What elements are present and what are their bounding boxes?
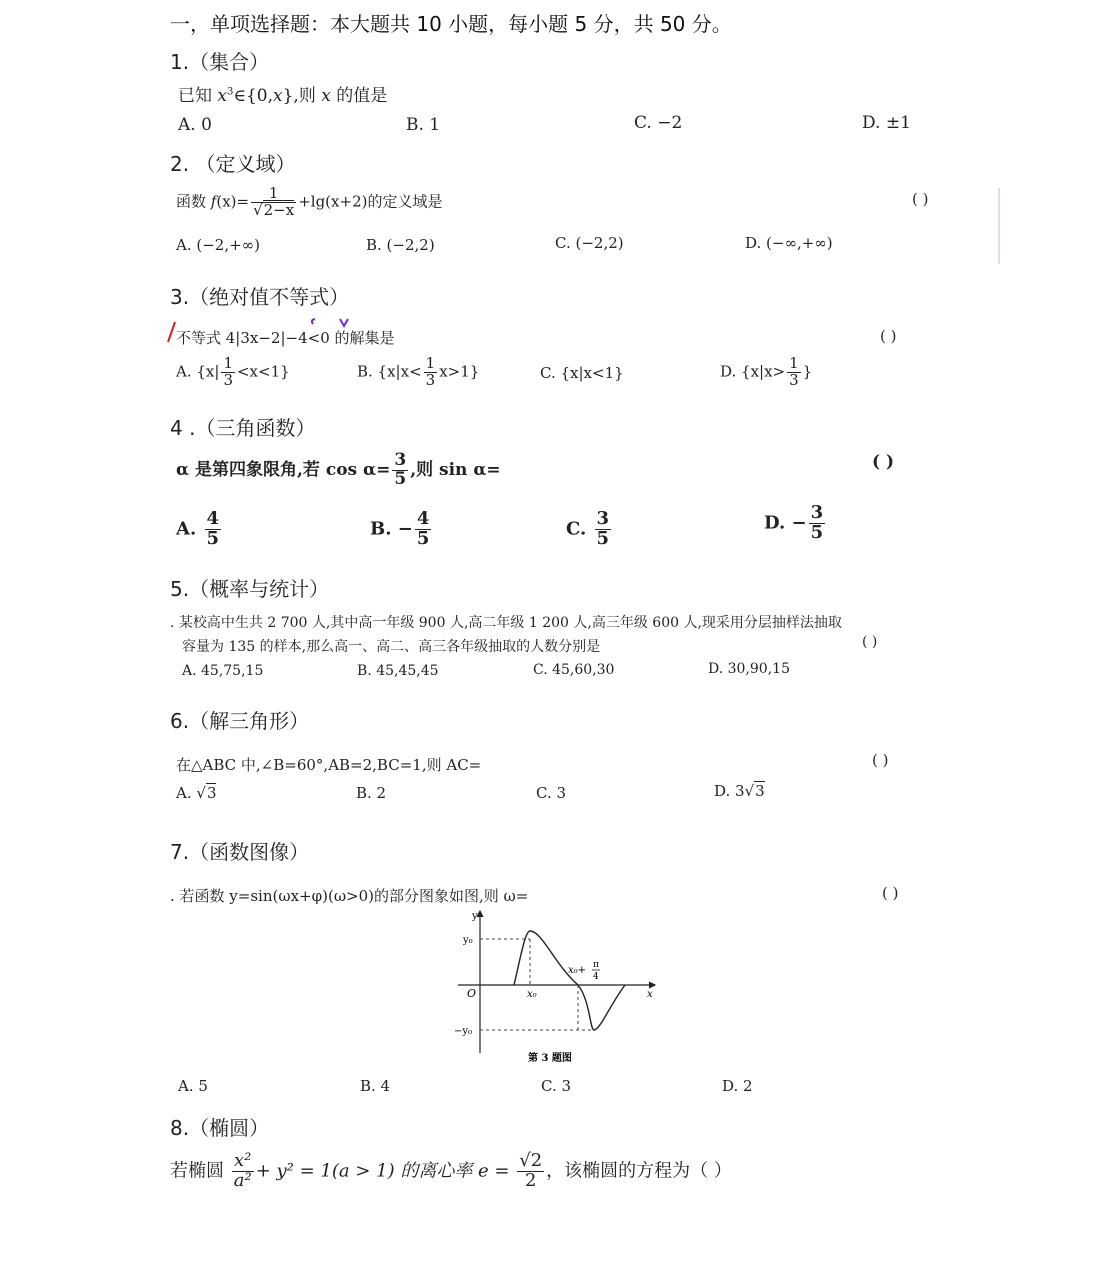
q3-red-mark [168,322,175,342]
q4-opt-b-den: 5 [416,527,430,549]
q3-opt-b-num: 1 [425,354,436,372]
q3-option-d[interactable] [720,356,812,389]
q6-option-a[interactable]: A. √3 [176,784,217,802]
q2-stem-a: 函数 [176,192,211,211]
q1-var3: x [321,86,331,106]
q7-option-d[interactable]: D. 2 [722,1077,753,1095]
q8-title: 8.（椭圆） [170,1116,270,1140]
q7-stem: . 若函数 y=sin(ωx+φ)(ω>0)的部分图象如图,则 ω= [170,887,529,905]
q4-title: 4 .（三角函数） [170,416,316,440]
q4-opt-d-num: 3 [810,502,824,523]
q2-frac-den-rad: 2−x [263,200,295,219]
q1-title: 1.（集合） [170,50,270,74]
q8-stem-b: + y² = 1(a > 1) 的离心率 e = [255,1160,516,1182]
q4-frac-den: 5 [394,468,407,489]
q3-opt-d-num: 1 [789,354,799,372]
q2-title: 2. （定义域） [170,152,296,176]
q5-option-a[interactable]: A. 45,75,15 [182,663,264,679]
q4-answer-paren: ( ) [872,452,895,472]
q2-option-b[interactable]: B. (−2,2) [366,236,435,254]
scan-edge-line [998,188,1000,264]
q3-opt-b-den: 3 [425,370,436,389]
q4-opt-a-frac [205,510,222,549]
q1-stem-d: },则 [282,86,322,106]
q1-stem-b: ∈{0, [233,86,273,106]
q2-stem-x: (x)= [216,192,250,211]
q4-opt-b-num: 4 [416,508,430,529]
y-axis-label: y [472,911,478,922]
q1-option-a[interactable]: A. 0 [178,115,212,135]
q5-stem-line2: 容量为 135 的样本,那么高一、高二、高三各年级抽取的人数分别是 [182,639,601,655]
x0-plus-label: x₀+ [568,965,587,976]
q5-option-c[interactable]: C. 45,60,30 [533,662,615,678]
q3-opt-a-num: 1 [223,354,233,372]
q4-option-a[interactable] [176,510,223,549]
q6-opt-d-rad: 3 [755,782,765,800]
q1-option-d[interactable]: D. ±1 [862,113,911,133]
q4-opt-b-sign: − [397,518,413,540]
q1-stem [178,81,387,106]
q6-opt-a-label: A. [176,784,197,802]
q4-option-b[interactable] [370,510,433,549]
q6-option-c[interactable]: C. 3 [536,784,567,802]
q3-stem: 不等式 4|3x−2|−4<0 的解集是 [176,329,395,347]
q1-stem-a: 已知 [178,86,218,106]
q6-opt-a-rad: 3 [206,784,217,802]
q1-stem-f: 的值是 [330,86,388,106]
q7-sine-graph [450,905,670,1067]
x0-label: x₀ [527,989,537,1000]
q4-opt-d-den: 5 [810,521,824,543]
q3-opt-b-post: x>1} [439,362,480,381]
q4-frac-num: 3 [394,450,407,470]
q5-option-d[interactable]: D. 30,90,15 [708,661,790,677]
q6-option-d[interactable]: D. 3√3 [714,782,765,800]
q8-frac-1-num: x² [232,1152,254,1172]
sine-curve [514,931,625,1030]
q6-option-b[interactable]: B. 2 [356,784,387,802]
q4-option-d[interactable] [764,504,827,543]
q5-answer-paren: ( ) [862,634,878,650]
q2-fraction [251,186,296,219]
q3-title: 3.（绝对值不等式） [170,285,350,309]
x-axis-label: x [647,989,653,1000]
pi-label: π [593,960,599,970]
q4-stem-b: ,则 sin α= [410,459,501,480]
q1-option-b[interactable]: B. 1 [406,115,441,135]
origin-label: O [467,987,477,1000]
q3-opt-a-post: <x<1} [236,362,290,381]
q2-stem [176,186,442,219]
q7-option-c[interactable]: C. 3 [541,1077,572,1095]
q4-opt-a-den: 5 [206,527,220,549]
q3-option-b[interactable] [357,356,479,389]
q8-frac-2-num: √2 [519,1150,543,1171]
q4-opt-d-sign: − [791,512,807,534]
q4-stem-a: α 是第四象限角,若 cos α= [176,459,391,480]
q7-title: 7.（函数图像） [170,840,310,864]
q4-opt-c-frac [595,510,612,549]
q7-option-a[interactable]: A. 5 [178,1077,208,1095]
q3-opt-d-frac [787,356,801,389]
neg-y0-label: −y₀ [454,1026,473,1037]
q5-option-b[interactable]: B. 45,45,45 [357,663,439,679]
q3-opt-a-frac [221,356,235,389]
q2-stem-b: +lg(x+2)的定义域是 [298,192,443,211]
q8-stem-a: 若椭圆 [170,1160,230,1182]
q4-opt-c-label: C. [566,518,593,540]
q5-title: 5.（概率与统计） [170,577,330,601]
q3-option-c[interactable]: C. {x|x<1} [540,364,624,382]
y0-label: y₀ [463,935,473,946]
q5-stem-line1: . 某校高中生共 2 700 人,其中高一年级 900 人,高二年级 1 200 人,高三年级 600 人,现采用分层抽样法抽取 [170,615,842,631]
q3-opt-a-pre: A. {x| [176,362,220,381]
q7-answer-paren: ( ) [882,884,899,902]
q4-opt-b-frac [415,510,432,549]
q4-opt-d-label: D. [764,512,792,534]
q2-f: f [210,192,217,211]
q2-frac-num: 1 [251,186,296,203]
q1-var: x [217,86,227,106]
figure-caption: 第 3 题图 [528,1053,572,1064]
q8-stem-c: ，该椭圆的方程为（ ） [546,1160,732,1182]
q8-frac-1-den: a² [233,1169,252,1191]
q4-opt-b-label: B. [370,518,398,540]
q3-opt-d-post: } [802,362,813,381]
q4-opt-c-den: 5 [596,527,610,549]
q2-frac-den: √2−x [253,200,295,219]
q3-purple-mark-2 [340,319,348,326]
q1-option-c[interactable]: C. −2 [634,113,683,133]
q6-title: 6.（解三角形） [170,709,310,733]
q4-opt-c-num: 3 [596,508,610,529]
q3-opt-a-den: 3 [223,370,233,389]
q2-option-c[interactable]: C. (−2,2) [555,234,624,252]
q8-stem [170,1152,732,1191]
q1-var2: x [273,86,283,106]
section-header: 一，单项选择题：本大题共 10 小题，每小题 5 分，共 50 分。 [170,12,732,36]
q6-opt-d-label: D. 3 [714,782,745,800]
q4-opt-d-frac [809,504,826,543]
q3-opt-d-den: 3 [789,370,799,389]
q4-option-c[interactable] [566,510,613,549]
q8-frac-1 [232,1152,254,1191]
q8-frac-2-den: 2 [524,1169,537,1191]
q6-stem: 在△ABC 中,∠B=60°,AB=2,BC=1,则 AC= [176,756,482,774]
q3-answer-paren: ( ) [880,327,897,345]
q8-frac-2 [517,1152,544,1191]
q4-stem [176,452,501,489]
q2-option-a[interactable]: A. (−2,+∞) [176,236,261,254]
q3-option-a[interactable] [176,356,290,389]
q6-answer-paren: ( ) [872,751,889,769]
q4-opt-a-label: A. [176,518,203,540]
q4-frac [392,452,408,489]
q4-opt-a-num: 4 [206,508,220,529]
q3-opt-b-frac [424,356,438,389]
q3-opt-b-pre: B. {x|x< [357,362,422,381]
q2-option-d[interactable]: D. (−∞,+∞) [745,234,833,252]
q1-sup: 3 [227,86,234,98]
q2-answer-paren: ( ) [912,190,929,208]
q7-option-b[interactable]: B. 4 [360,1077,391,1095]
four-label: 4 [593,972,599,982]
q3-opt-d-pre: D. {x|x> [720,362,786,381]
q3-purple-mark-1 [312,319,315,324]
